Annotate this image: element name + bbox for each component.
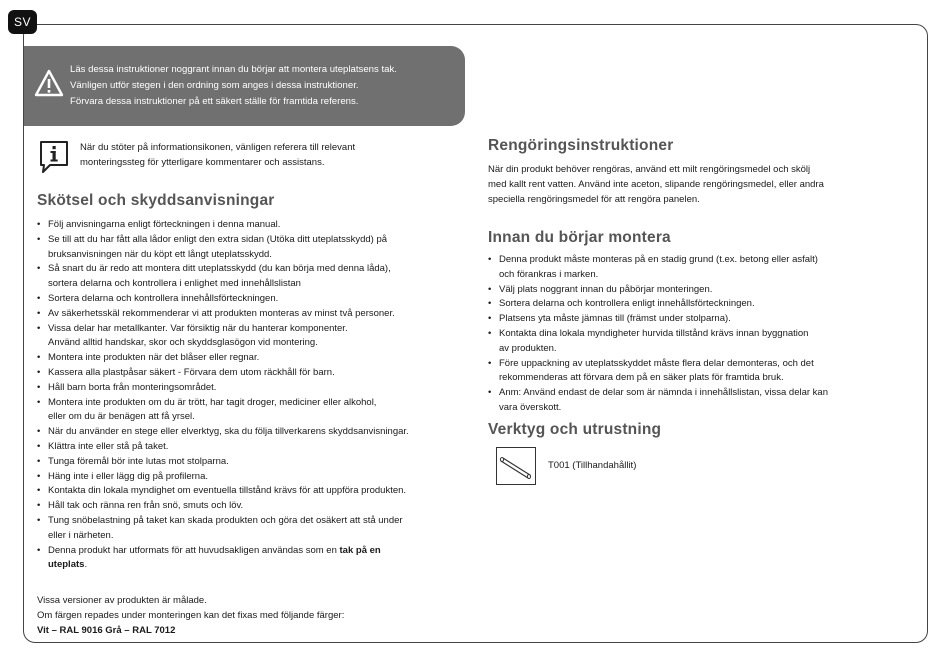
cleaning-text [488, 163, 824, 207]
list-item: • Tung snöbelastning på taket kan skada produkten och göra det osäkert att stå under eller i närheten. [37, 514, 477, 544]
warning-line: Förvara dessa instruktioner på ett säkert ställe för framtida referens. [70, 96, 359, 107]
list-item: • Montera inte produkten om du är trött, har tagit droger, mediciner eller alkohol, eller om du är benägen att få yrsel. [37, 396, 477, 426]
before-title: Innan du börjar montera [488, 229, 671, 246]
tool-item-box [496, 447, 536, 485]
before-list [488, 253, 908, 416]
list-item: • Välj plats noggrant innan du påbörjar monteringen. [488, 283, 908, 298]
painted-line: Vissa versioner av produkten är målade. [37, 595, 207, 606]
list-item: • Kontakta dina lokala myndigheter hurvida tillstånd krävs innan byggnation av produkten. [488, 327, 908, 357]
list-item: • Av säkerhetsskäl rekommenderar vi att produkten monteras av minst två personer. [37, 307, 477, 322]
list-item: • Se till att du har fått alla lådor enligt den extra sidan (Utöka ditt uteplatsskydd) på bruksanvisningen när du köpt ett långt uteplatsskydd. [37, 233, 477, 263]
list-item: • Häng inte i eller lägg dig på profilerna. [37, 470, 477, 485]
care-title: Skötsel och skyddsanvisningar [37, 192, 275, 209]
painted-note [37, 594, 344, 638]
list-item: • Anm: Använd endast de delar som är nämnda i innehållslistan, vissa delar kan vara överskott. [488, 386, 908, 416]
list-item: • Sortera delarna och kontrollera innehållsförteckningen. [37, 292, 477, 307]
list-item: • När du använder en stege eller elverktyg, ska du följa tillverkarens skyddsanvisningar. [37, 425, 477, 440]
info-line: När du stöter på informationsikonen, vänligen referera till relevant [80, 142, 356, 153]
warning-line: Vänligen utför stegen i den ordning som anges i dessa instruktioner. [70, 80, 359, 91]
cleaning-line: med kallt rent vatten. Använd inte aceton, slipande rengöringsmedel, eller andra [488, 178, 824, 190]
list-item: • Klättra inte eller stå på taket. [37, 440, 477, 455]
list-item: • Kassera alla plastpåsar säkert - Förvara dem utom räckhåll för barn. [37, 366, 477, 381]
list-item: • Så snart du är redo att montera ditt uteplatsskydd (du kan börja med denna låda), sortera delarna och kontrollera i enlighet med innehållslistan [37, 262, 477, 292]
painted-line: Om färgen repades under monteringen kan det fixas med följande färger: [37, 609, 345, 621]
list-item: • Tunga föremål bör inte lutas mot stolparna. [37, 455, 477, 470]
language-badge: SV [8, 10, 37, 34]
list-item: • Följ anvisningarna enligt förteckningen i denna manual. [37, 218, 477, 233]
cleaning-line: speciella rengöringsmedel för att rengöra panelen. [488, 193, 700, 205]
list-item: • Vissa delar har metallkanter. Var försiktig när du hanterar komponenter. Använd alltid handskar, skor och skyddsglasögon vid montering. [37, 322, 477, 352]
info-note [38, 140, 438, 180]
warning-line: Läs dessa instruktioner noggrant innan du börjar att montera uteplatsens tak. [70, 64, 397, 75]
info-line: monteringssteg för ytterligare kommentarer och assistans. [80, 157, 325, 168]
warning-text [70, 62, 397, 110]
list-item: • Håll tak och ränna ren från snö, smuts och löv. [37, 499, 477, 514]
list-item: • Håll barn borta från monteringsområdet. [37, 381, 477, 396]
list-item: • Kontakta din lokala myndighet om eventuella tillstånd krävs för att uppföra produkten. [37, 484, 477, 499]
warning-icon [34, 68, 64, 98]
warning-banner [24, 46, 465, 126]
list-item: • Denna produkt måste monteras på en stadig grund (t.ex. betong eller asfalt) och förankras i marken. [488, 253, 908, 283]
tool-item-label: T001 (Tillhandahållit) [548, 460, 637, 471]
cleaning-line: När din produkt behöver rengöras, använd ett milt rengöringsmedel och skölj [488, 164, 811, 175]
care-list [37, 218, 477, 573]
list-item: • Denna produkt har utformats för att huvudsakligen användas som en tak på en uteplats. [37, 544, 477, 574]
list-item: • Sortera delarna och kontrollera enligt innehållsförteckningen. [488, 297, 908, 312]
list-item: • Platsens yta måste jämnas till (främst under stolparna). [488, 312, 908, 327]
list-item: • Montera inte produkten när det blåser eller regnar. [37, 351, 477, 366]
cleaning-title: Rengöringsinstruktioner [488, 137, 674, 154]
tools-title: Verktyg och utrustning [488, 421, 662, 438]
info-icon [38, 140, 70, 174]
rod-tool-icon [497, 448, 535, 484]
list-item: • Före uppackning av uteplatsskyddet måste flera delar demonteras, och det rekommenderas att förvara dem på en säker plats för framtida bruk. [488, 357, 908, 387]
info-text [80, 140, 355, 170]
paint-colors: Vit – RAL 9016 Grå – RAL 7012 [37, 624, 176, 636]
